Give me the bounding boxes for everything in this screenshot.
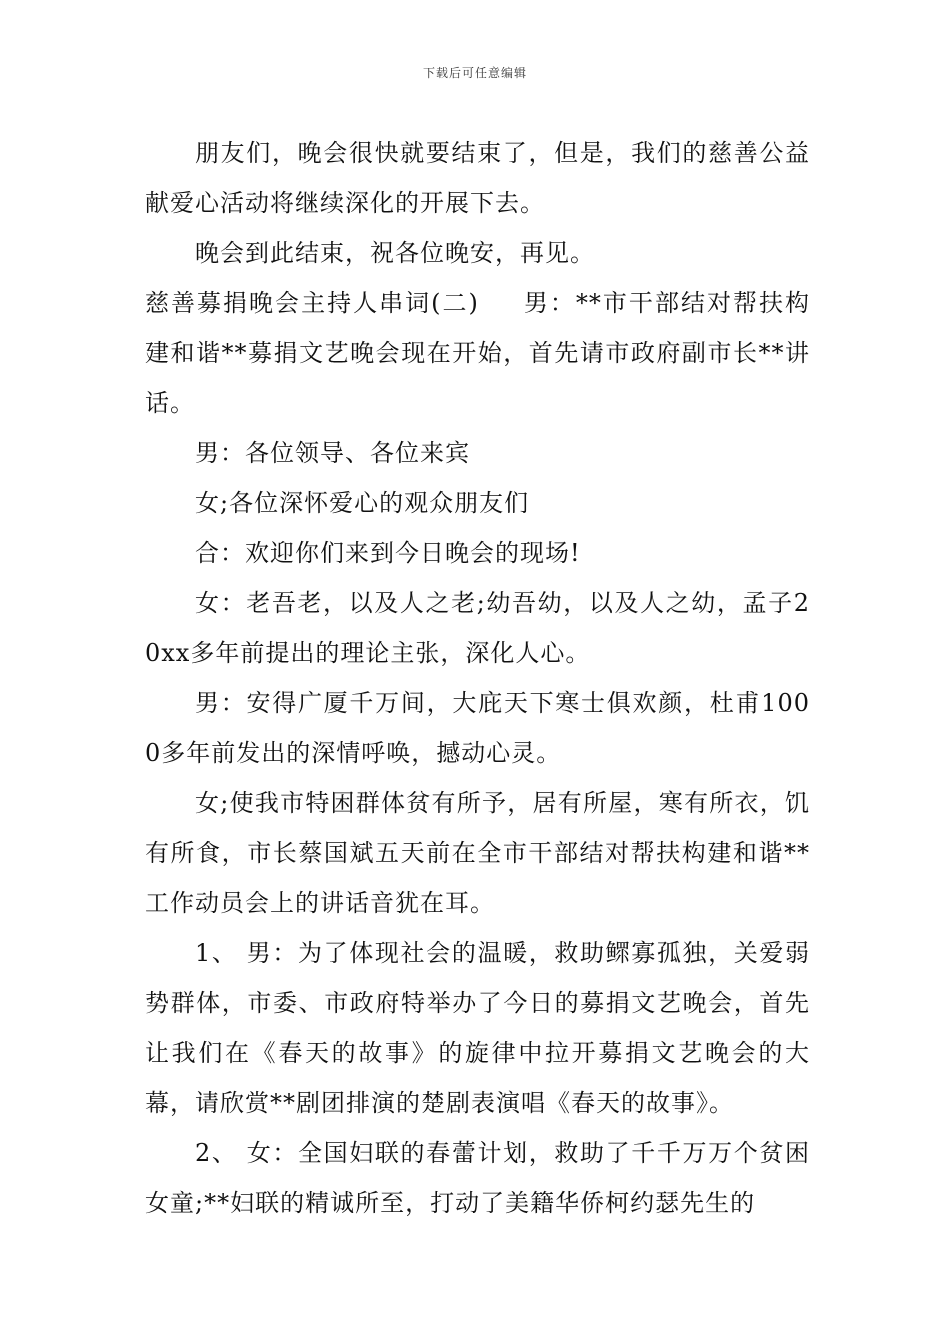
paragraph-du-fu: 男：安得广厦千万间，大庇天下寒士俱欢颜，杜甫1000多年前发出的深情呼唤，撼动心灵。 [145, 689, 810, 767]
page-header-note: 下载后可任意编辑 [422, 66, 527, 80]
paragraph-item-2: 2、 女：全国妇联的春蕾计划，救助了千千万万个贫困女童;**妇联的精诚所至，打动了美籍华侨柯约瑟先生的 [145, 1139, 810, 1217]
paragraph-mencius: 女：老吾老，以及人之老;幼吾幼，以及人之幼，孟子20xx多年前提出的理论主张，深化人心。 [145, 589, 810, 667]
paragraph-closing-remark: 朋友们，晚会很快就要结束了，但是，我们的慈善公益献爱心活动将继续深化的开展下去。 [145, 139, 810, 217]
paragraph-mayor-speech: 女;使我市特困群体贫有所予，居有所屋，寒有所衣，饥有所食，市长蔡国斌五天前在全市干部结对帮扶构建和谐**工作动员会上的讲话音犹在耳。 [145, 789, 810, 917]
section-title: 慈善募捐晚会主持人串词(二) [145, 289, 479, 317]
paragraph-female-greeting: 女;各位深怀爱心的观众朋友们 [195, 489, 530, 517]
paragraph-male-greeting: 男：各位领导、各位来宾 [195, 439, 470, 467]
paragraph-item-1: 1、 男：为了体现社会的温暖，救助鳏寡孤独，关爱弱势群体，市委、市政府特举办了今日的募捐文艺晚会，首先让我们在《春天的故事》的旋律中拉开募捐文艺晚会的大幕，请欣赏**剧团排演的楚剧表演唱《春天的故事》。 [145, 939, 810, 1117]
section-opening-text: 男：**市干部结对帮扶构建和谐**募捐文艺晚会现在开始，首先请市政府副市长**讲话。 [145, 289, 810, 417]
document-body [145, 128, 810, 1228]
paragraph-goodnight: 晚会到此结束，祝各位晚安，再见。 [195, 239, 595, 267]
paragraph-section-title [145, 278, 810, 428]
paragraph-joint-welcome: 合：欢迎你们来到今日晚会的现场! [195, 539, 581, 567]
